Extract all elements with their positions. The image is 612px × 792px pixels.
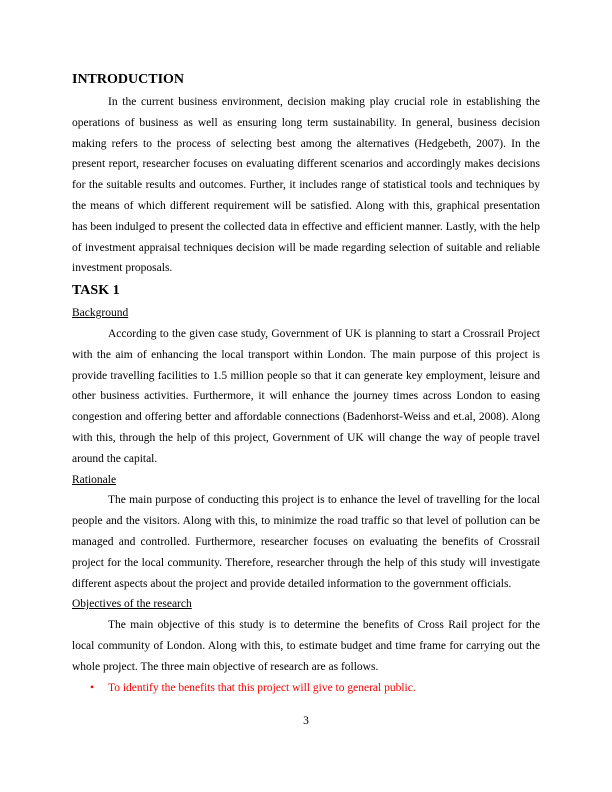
page-number: 3	[303, 715, 309, 727]
list-item-text: To identify the benefits that this project will give to general public.	[108, 681, 416, 694]
document-page	[72, 70, 540, 698]
rationale-paragraph: The main purpose of conducting this project is to enhance the level of travelling for the local people and the visitors. Along with this, to minimize the road traffic so that level of pollution can be managed and controlled. Furthermore, researcher focuses on evaluating the benefits of Crossrail project for the local community. Therefore, researcher through the help of this study will investigate different aspects about the project and provide detailed information to the government officials.	[72, 494, 540, 590]
bullet-icon: •	[90, 681, 95, 694]
objectives-subheading: Objectives of the research	[72, 598, 192, 611]
task1-heading: TASK 1	[72, 283, 120, 299]
introduction-paragraph: In the current business environment, decision making play crucial role in establishing the operations of business as well as ensuring long term sustainability. In general, business decision making refers to the process of selecting best among the alternatives (Hedgebeth, 2007). In the present report, researcher focuses on evaluating different scenarios and accordingly makes decisions for the suitable results and outcomes. Further, it includes range of statistical tools and techniques by the means of which different requirement will be satisfied. Along with this, graphical presentation has been indulged to present the collected data in effective and efficient manner. Lastly, with the help of investment appraisal techniques decision will be made regarding selection of suitable and reliable investment proposals.	[72, 96, 540, 275]
list-item	[72, 678, 540, 699]
background-paragraph: According to the given case study, Government of UK is planning to start a Crossrail Project with the aim of enhancing the local transport within London. The main purpose of this project is provide travelling facilities to 1.5 million people so that it can generate key employment, leisure and other business activities. Furthermore, it will enhance the journey times across London to easing congestion and offering better and affordable connections (Badenhorst-Weiss and et.al, 2008). Along with this, through the help of this project, Government of UK will change the way of people travel around the capital.	[72, 327, 540, 465]
background-subheading: Background	[72, 307, 129, 320]
objectives-list	[72, 678, 540, 699]
introduction-heading: INTRODUCTION	[72, 72, 185, 87]
rationale-subheading: Rationale	[72, 473, 117, 486]
objectives-paragraph: The main objective of this study is to determine the benefits of Cross Rail project for the local community of London. Along with this, to estimate budget and time frame for carrying out the whole project. The three main objective of research are as follows.	[72, 619, 540, 673]
